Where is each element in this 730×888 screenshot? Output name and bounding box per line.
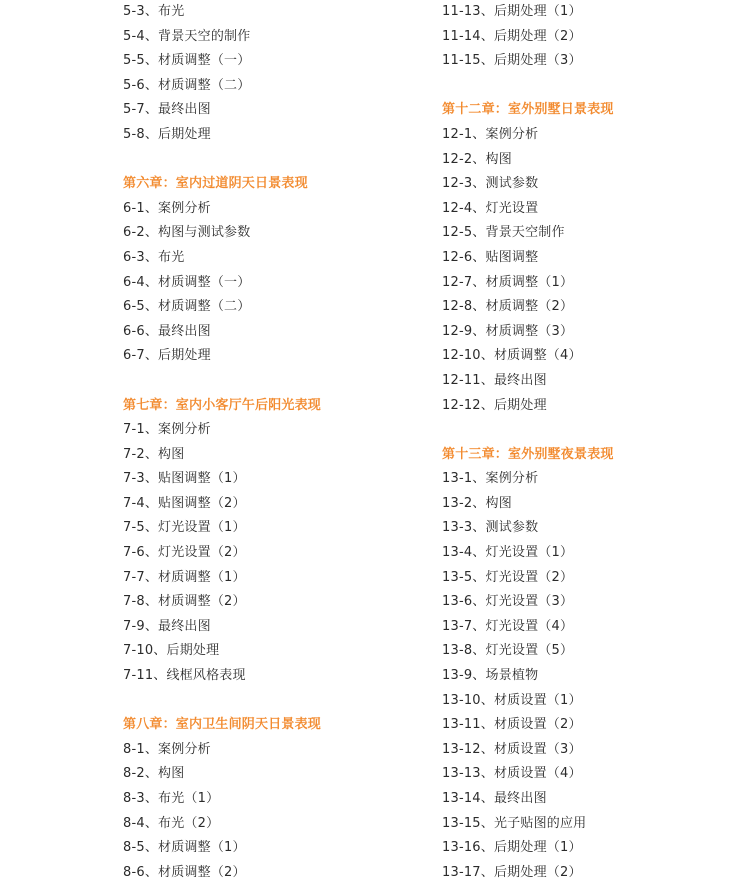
toc-item: 12-4、灯光设置 [442, 200, 539, 216]
spacer [123, 369, 403, 394]
toc-item: 8-1、案例分析 [123, 741, 211, 757]
chapter-heading: 第十三章：室外别墅夜景表现 [442, 446, 614, 462]
toc-item: 13-4、灯光设置（1） [442, 545, 574, 561]
toc-item: 12-3、测试参数 [442, 176, 539, 192]
toc-item: 13-5、灯光设置（2） [442, 569, 574, 585]
toc-left-column [123, 0, 403, 885]
toc-item: 6-4、材质调整（一） [123, 274, 251, 290]
toc-item: 6-7、后期处理 [123, 348, 211, 364]
toc-item: 7-9、最终出图 [123, 618, 211, 634]
toc-item: 13-1、案例分析 [442, 471, 539, 487]
toc-item: 12-6、贴图调整 [442, 249, 539, 265]
toc-item: 5-7、最终出图 [123, 102, 211, 118]
toc-item: 6-6、最终出图 [123, 323, 211, 339]
toc-item: 13-12、材质设置（3） [442, 741, 582, 757]
chapter-heading: 第十二章：室外别墅日景表现 [442, 102, 614, 118]
toc-item: 12-2、构图 [442, 151, 512, 167]
toc-item: 7-10、后期处理 [123, 643, 220, 659]
chapter-heading: 第六章：室内过道阴天日景表现 [123, 176, 308, 192]
toc-item: 12-12、后期处理 [442, 397, 547, 413]
toc-item: 7-7、材质调整（1） [123, 569, 246, 585]
toc-item: 7-4、贴图调整（2） [123, 495, 246, 511]
toc-item: 13-17、后期处理（2） [442, 864, 582, 880]
toc-item: 13-13、材质设置（4） [442, 766, 582, 782]
spacer [442, 74, 722, 99]
toc-item: 7-2、构图 [123, 446, 185, 462]
toc-item: 5-8、后期处理 [123, 126, 211, 142]
toc-item: 12-5、背景天空制作 [442, 225, 565, 241]
toc-item: 7-1、案例分析 [123, 422, 211, 438]
spacer [123, 689, 403, 714]
toc-item: 6-5、材质调整（二） [123, 299, 251, 315]
toc-item: 8-5、材质调整（1） [123, 840, 246, 856]
toc-item: 5-3、布光 [123, 4, 185, 19]
chapter-heading: 第八章：室内卫生间阴天日景表现 [123, 717, 322, 733]
toc-item: 13-6、灯光设置（3） [442, 594, 574, 610]
toc-item: 13-3、测试参数 [442, 520, 539, 536]
toc-item: 13-15、光子贴图的应用 [442, 815, 587, 831]
toc-item: 6-2、构图与测试参数 [123, 225, 251, 241]
chapter-heading: 第七章：室内小客厅午后阳光表现 [123, 397, 322, 413]
toc-item: 6-3、布光 [123, 249, 185, 265]
toc-item: 13-14、最终出图 [442, 791, 547, 806]
toc-item: 7-3、贴图调整（1） [123, 471, 246, 487]
toc-item: 5-4、背景天空的制作 [123, 28, 251, 44]
toc-item: 12-11、最终出图 [442, 372, 547, 388]
toc-item: 13-2、构图 [442, 495, 512, 511]
toc-item: 13-10、材质设置（1） [442, 692, 582, 708]
toc-item: 11-15、后期处理（3） [442, 53, 582, 69]
toc-item: 12-7、材质调整（1） [442, 274, 574, 290]
toc-item: 8-2、构图 [123, 766, 185, 782]
toc-right-column [442, 0, 722, 885]
toc-item: 8-6、材质调整（2） [123, 864, 246, 880]
toc-item: 12-10、材质调整（4） [442, 348, 582, 364]
toc-item: 11-13、后期处理（1） [442, 4, 582, 19]
toc-item: 5-5、材质调整（一） [123, 53, 251, 69]
toc-item: 7-8、材质调整（2） [123, 594, 246, 610]
toc-item: 7-6、灯光设置（2） [123, 545, 246, 561]
toc-item: 8-4、布光（2） [123, 815, 220, 831]
toc-item: 7-5、灯光设置（1） [123, 520, 246, 536]
toc-item: 8-3、布光（1） [123, 791, 220, 806]
toc-item: 13-16、后期处理（1） [442, 840, 582, 856]
toc-item: 12-1、案例分析 [442, 126, 539, 142]
toc-item: 5-6、材质调整（二） [123, 77, 251, 93]
toc-item: 11-14、后期处理（2） [442, 28, 582, 44]
toc-item: 13-7、灯光设置（4） [442, 618, 574, 634]
toc-item: 12-8、材质调整（2） [442, 299, 574, 315]
toc-item: 13-9、场景植物 [442, 668, 539, 684]
spacer [123, 148, 403, 173]
toc-item: 13-8、灯光设置（5） [442, 643, 574, 659]
toc-item: 7-11、线框风格表现 [123, 668, 246, 684]
spacer [442, 418, 722, 443]
toc-item: 12-9、材质调整（3） [442, 323, 574, 339]
toc-item: 13-11、材质设置（2） [442, 717, 582, 733]
toc-item: 6-1、案例分析 [123, 200, 211, 216]
